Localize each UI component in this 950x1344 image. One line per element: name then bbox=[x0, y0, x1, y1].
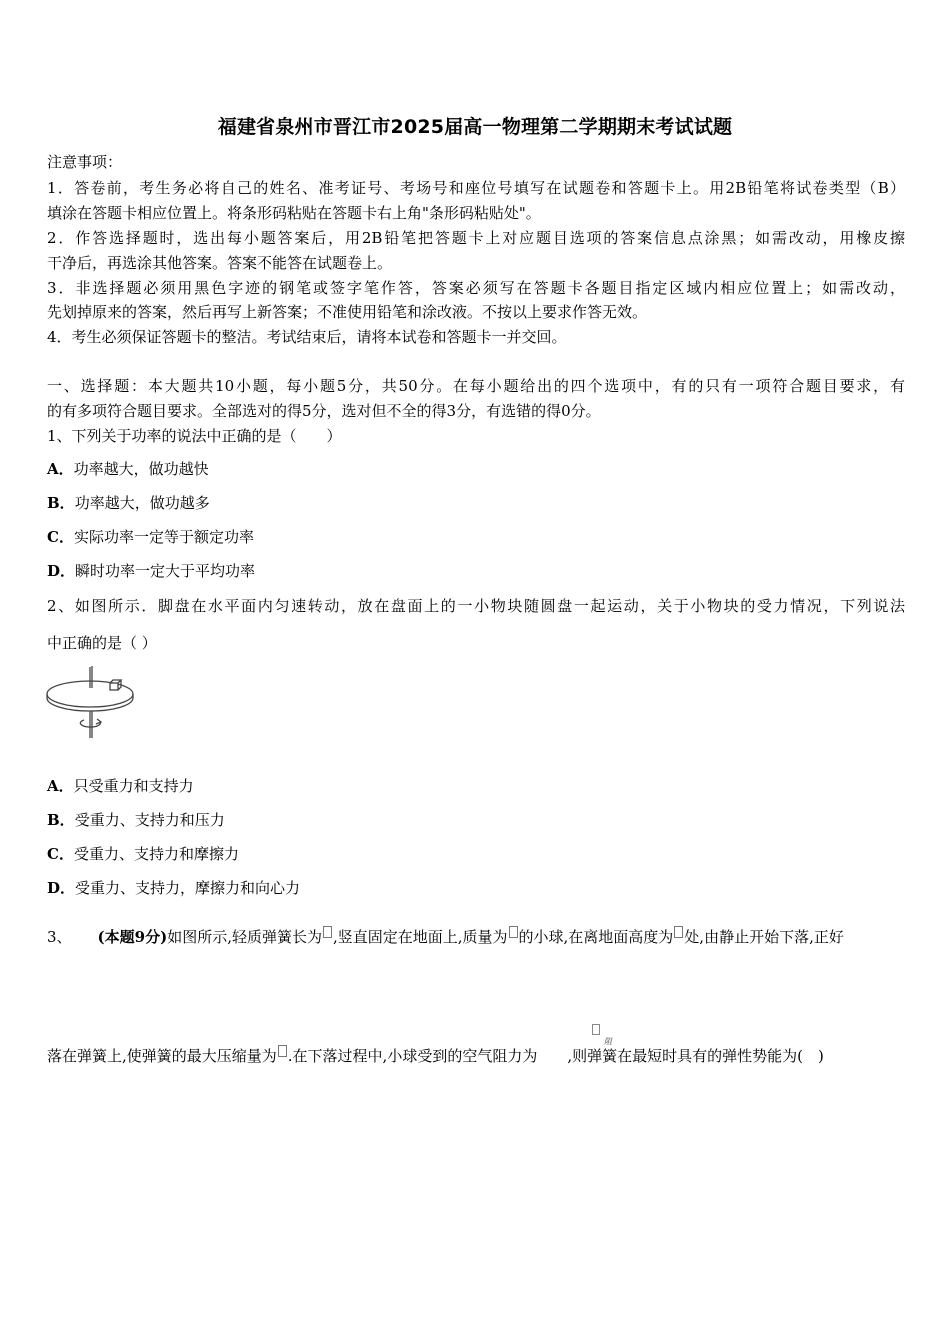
option-text: 只受重力和支持力 bbox=[73, 777, 194, 795]
option-letter: D． bbox=[47, 562, 76, 580]
option-text: 受重力、支持力，摩擦力和向心力 bbox=[75, 879, 301, 897]
formula-placeholder-icon bbox=[509, 926, 518, 938]
option-letter: B． bbox=[47, 494, 75, 512]
formula-placeholder-icon bbox=[674, 926, 683, 938]
q3-text: ,则弹簧在最短时具有的弹性势能为( ) bbox=[567, 1047, 824, 1065]
option-text: 受重力、支持力和压力 bbox=[74, 811, 225, 829]
q3-text: ,竖直固定在地面上,质量为 bbox=[332, 928, 508, 946]
q1-option-a bbox=[47, 459, 209, 479]
subscript-mark: 阻 bbox=[604, 1037, 612, 1046]
page-title: 福建省泉州市晋江市2025届高一物理第二学期期末考试试题 bbox=[217, 116, 733, 138]
q3-line-1 bbox=[47, 926, 905, 947]
q2-stem-line-1: 2、如图所示．脚盘在水平面内匀速转动，放在盘面上的一小物块随圆盘一起运动，关于小物块的受力情况，下列说法 bbox=[47, 597, 905, 615]
option-text: 受重力、支持力和摩擦力 bbox=[73, 845, 239, 863]
notice-item-4: 4．考生必须保证答题卡的整洁。考试结束后，请将本试卷和答题卡一并交回。 bbox=[47, 328, 567, 346]
small-block bbox=[110, 683, 118, 690]
q1-stem: 1、下列关于功率的说法中正确的是（ ） bbox=[47, 427, 342, 445]
q1-option-c bbox=[47, 527, 254, 547]
q3-number: 3、 bbox=[47, 928, 72, 946]
option-letter: D． bbox=[47, 879, 76, 897]
section-intro-line-2: 的有多项符合题目要求。全部选对的得5分，选对但不全的得3分，有选错的得0分。 bbox=[47, 402, 601, 420]
q3-line-2 bbox=[47, 1045, 905, 1066]
q3-text: .在下落过程中,小球受到的空气阻力为 bbox=[287, 1047, 538, 1065]
rotating-disk-drawing bbox=[47, 666, 133, 738]
q2-option-b bbox=[47, 810, 225, 830]
option-letter: A． bbox=[47, 460, 74, 478]
rotating-disk-figure bbox=[44, 664, 140, 740]
q3-text: 的小球,在离地面高度为 bbox=[518, 928, 674, 946]
q2-stem-line-2: 中正确的是（ ） bbox=[47, 634, 157, 652]
q2-option-d bbox=[47, 878, 300, 898]
option-letter: C． bbox=[47, 528, 74, 546]
disk-edge bbox=[47, 694, 133, 711]
notice-item-2-line-1: 2．作答选择题时，选出每小题答案后，用2B铅笔把答题卡上对应题目选项的答案信息点涂黑；如需改动，用橡皮擦 bbox=[47, 229, 905, 247]
q1-option-d bbox=[47, 561, 255, 581]
q3-text: 处,由静止开始下落,正好 bbox=[684, 928, 844, 946]
q3-score: (本题9分) bbox=[97, 928, 168, 946]
option-text: 瞬时功率一定大于平均功率 bbox=[75, 562, 256, 580]
notice-heading: 注意事项： bbox=[47, 153, 123, 171]
option-letter: A． bbox=[47, 777, 74, 795]
notice-item-2-line-2: 干净后，再选涂其他答案。答案不能答在试题卷上。 bbox=[47, 254, 393, 272]
option-letter: B． bbox=[47, 811, 75, 829]
q2-option-a bbox=[47, 776, 194, 796]
notice-item-3-line-2: 先划掉原来的答案，然后再写上新答案；不准使用铅笔和涂改液。不按以上要求作答无效。 bbox=[47, 303, 648, 321]
option-letter: C． bbox=[47, 845, 74, 863]
option-text: 功率越大，做功越多 bbox=[74, 494, 210, 512]
q3-text: 落在弹簧上,使弹簧的最大压缩量为 bbox=[47, 1047, 277, 1065]
option-text: 实际功率一定等于额定功率 bbox=[73, 528, 254, 546]
notice-item-1-line-1: 1．答卷前，考生务必将自己的姓名、准考证号、考场号和座位号填写在试题卷和答题卡上。用2B铅笔将试卷类型（B） bbox=[47, 179, 905, 197]
q2-option-c bbox=[47, 844, 239, 864]
formula-placeholder-icon bbox=[323, 926, 332, 938]
option-text: 功率越大，做功越快 bbox=[73, 460, 209, 478]
formula-placeholder-icon bbox=[592, 1024, 600, 1035]
q1-option-b bbox=[47, 493, 210, 513]
notice-item-3-line-1: 3．非选择题必须用黑色字迹的钢笔或签字笔作答，答案必须写在答题卡各题目指定区域内相应位置上；如需改动， bbox=[47, 279, 905, 297]
formula-placeholder-icon bbox=[278, 1045, 287, 1057]
q3-text: 如图所示,轻质弹簧长为 bbox=[167, 928, 322, 946]
notice-item-1-line-2: 填涂在答题卡相应位置上。将条形码粘贴在答题卡右上角"条形码粘贴处"。 bbox=[47, 204, 541, 222]
section-intro-line-1: 一、选择题：本大题共10小题，每小题5分，共50分。在每小题给出的四个选项中，有的只有一项符合题目要求，有 bbox=[47, 377, 905, 395]
